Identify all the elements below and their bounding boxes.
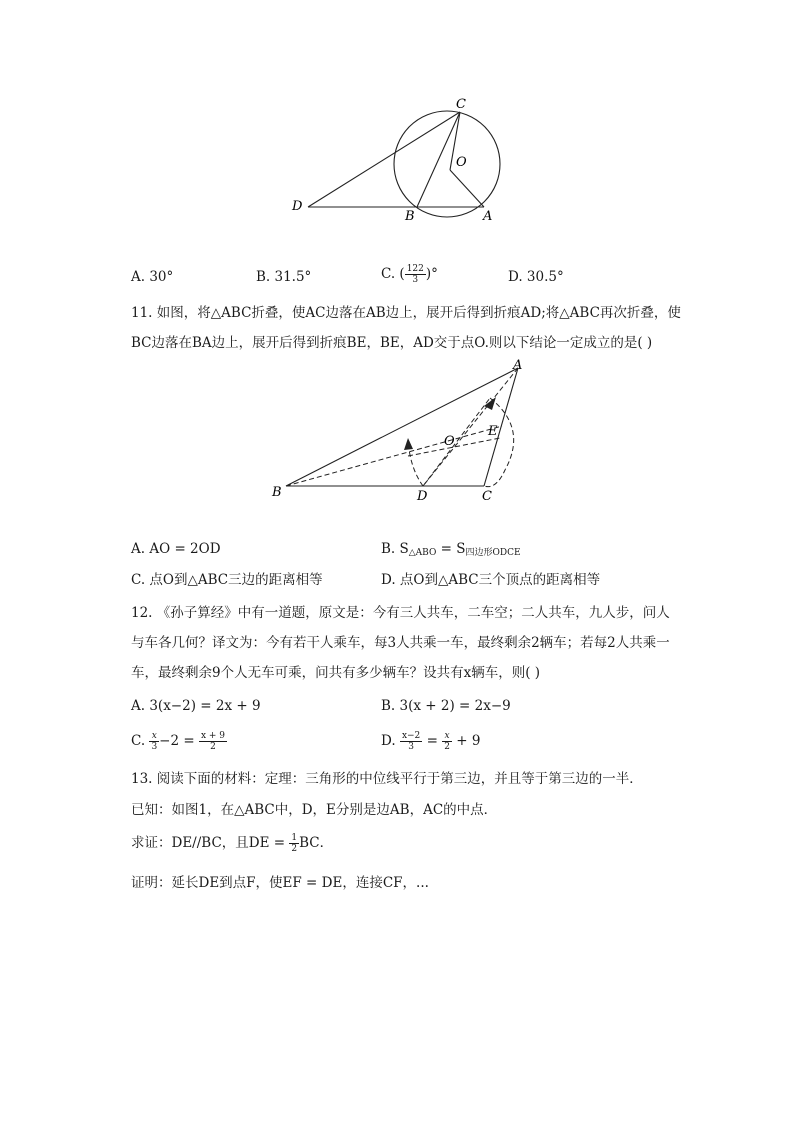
q11-option-c: C. 点O到△ABC三边的距离相等 — [131, 572, 323, 588]
fraction-denominator: 2 — [444, 742, 450, 752]
q11-option-b-subscript-1: △ABO — [408, 548, 437, 558]
q10-option-c-suffix: )° — [425, 266, 438, 282]
q11-option-b-prefix: B. S — [381, 541, 409, 557]
segment-ab — [286, 368, 518, 486]
label-c: C — [482, 489, 492, 503]
fraction-denominator: 2 — [210, 742, 216, 752]
q11-option-a: A. AO = 2OD — [131, 541, 221, 557]
label-b: B — [405, 209, 415, 224]
q12-option-d-suffix: + 9 — [451, 733, 481, 749]
segment-oa — [450, 170, 484, 207]
segment-dc — [308, 112, 460, 207]
q10-option-c-fraction — [405, 264, 426, 285]
q11-option-b-subscript-2: 四边形ODCE — [465, 548, 521, 558]
q10-option-d: D. 30.5° — [508, 269, 564, 285]
arrow-head-left — [404, 438, 413, 450]
q12-option-d-prefix: D. — [381, 733, 400, 749]
q13-prove — [131, 833, 333, 854]
segment-bc — [417, 112, 460, 207]
fold-arc-right — [484, 398, 514, 487]
fraction-numerator: 1 — [291, 833, 298, 843]
folding-triangle-figure — [260, 358, 540, 503]
q12-option-b: B. 3(x + 2) = 2x−9 — [381, 698, 511, 714]
q13-prove-suffix: BC． — [299, 835, 334, 851]
q11-option-d: D. 点O到△ABC三个顶点的距离相等 — [381, 572, 601, 588]
fraction-denominator: 3 — [151, 742, 158, 752]
fraction-denominator: 3 — [408, 742, 414, 752]
q12-option-a: A. 3(x−2) = 2x + 9 — [131, 698, 261, 714]
label-o: O — [456, 155, 467, 170]
q12-stem-line-1: 12. 《孙子算经》中有一道题，原文是：今有三人共车，二车空；二人共车，九人步，问人 — [131, 605, 670, 621]
label-c: C — [456, 97, 466, 112]
q12-option-c-fraction-2 — [199, 731, 227, 752]
q12-stem-line-2: 与车各几何？译文为：今有若干人乘车，每3人共乘一车，最终剩余2辆车；若每2人共乘一 — [131, 635, 670, 651]
circle — [394, 111, 500, 217]
q12-stem-line-3: 车，最终剩余9个人无车可乘，问共有多少辆车？设共有x辆车，则( ) — [131, 665, 541, 681]
circle-tangent-figure — [280, 92, 520, 232]
label-d: D — [417, 489, 428, 503]
q12-option-c — [131, 731, 227, 752]
q10-option-c — [381, 264, 438, 285]
crease-ad — [423, 368, 518, 486]
q11-stem-line-1: 11. 如图，将△ABC折叠，使AC边落在AB边上，展开后得到折痕AD;将△ABC再次折叠，使 — [131, 305, 681, 321]
q13-given: 已知：如图1，在△ABC中，D，E分别是边AB，AC的中点． — [131, 802, 498, 818]
q10-option-c-prefix: C. ( — [381, 266, 405, 282]
q12-option-c-prefix: C. — [131, 733, 150, 749]
label-d: D — [292, 199, 303, 214]
crease-be — [286, 426, 502, 486]
fraction-numerator: x — [442, 731, 452, 742]
label-o: O — [444, 434, 455, 449]
q11-stem-line-2: BC边落在BA边上，展开后得到折痕BE，BE，AD交于点O.则以下结论一定成立的是( ) — [131, 335, 653, 351]
q12-option-c-mid: −2 = — [159, 733, 199, 749]
label-e: E — [488, 424, 498, 439]
label-a: A — [483, 209, 493, 224]
q10-option-b: B. 31.5° — [256, 269, 312, 285]
q12-option-d-fraction-1 — [400, 731, 422, 752]
fraction-numerator: 122 — [406, 264, 424, 274]
q12-option-c-fraction-1 — [149, 731, 159, 752]
q13-prove-fraction — [289, 833, 299, 854]
label-b: B — [272, 485, 282, 500]
q11-option-b — [381, 539, 521, 563]
fraction-denominator: 2 — [291, 844, 298, 854]
q12-option-d-fraction-2 — [442, 731, 452, 752]
fraction-numerator: x−2 — [401, 731, 421, 741]
fraction-numerator: x — [149, 731, 159, 742]
q11-option-b-mid: = S — [436, 541, 466, 557]
q13-proof: 证明：延长DE到点F，使EF = DE，连接CF，... — [131, 875, 429, 891]
q12-option-d-mid: = — [422, 733, 443, 749]
fraction-numerator: x + 9 — [200, 731, 226, 741]
fraction-denominator: 3 — [412, 275, 419, 285]
q13-stem-line-1: 13. 阅读下面的材料：定理：三角形的中位线平行于第三边，并且等于第三边的一半． — [131, 771, 643, 787]
q13-prove-prefix: 求证：DE//BC，且DE = — [131, 835, 290, 851]
q12-option-d — [381, 731, 480, 752]
q10-option-a: A. 30° — [131, 269, 174, 285]
label-a: A — [513, 358, 523, 373]
